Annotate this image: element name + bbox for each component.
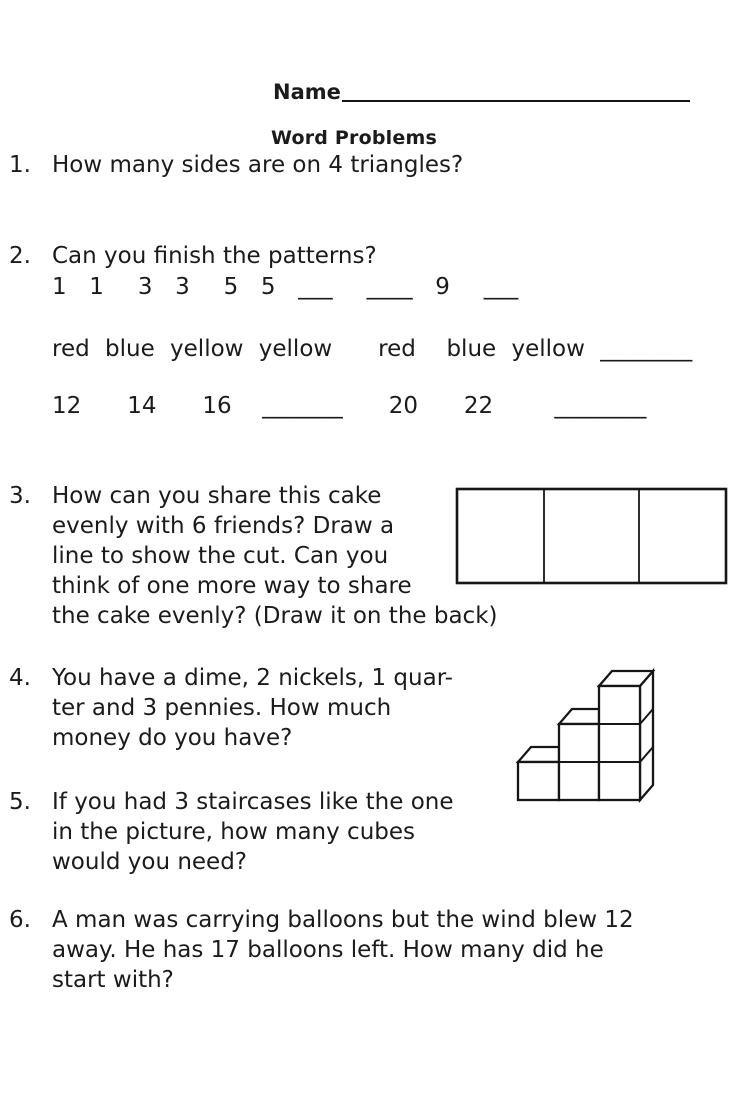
problem-2	[9, 241, 693, 419]
problem-3	[9, 481, 498, 631]
problem-text-line: money do you have?	[52, 725, 293, 751]
problem-text-line: start with?	[52, 967, 174, 993]
problem-4	[9, 663, 453, 753]
problem-text-line: You have a dime, 2 nickels, 1 quar-	[52, 665, 453, 691]
problem-number: 6.	[9, 907, 31, 933]
problem-text-line: think of one more way to share	[52, 573, 412, 599]
problem-1	[9, 150, 463, 180]
pattern-row-even-numbers: 12 14 16 _______ 20 22 ________	[52, 393, 647, 419]
pattern-row-odd-numbers: 1 1 3 3 5 5 ___ ____ 9 ___	[52, 274, 519, 300]
problem-text-line: ter and 3 pennies. How much	[52, 695, 392, 721]
problem-5	[9, 787, 454, 877]
name-label: Name	[273, 80, 341, 104]
problem-text-line: away. He has 17 balloons left. How many did he	[52, 937, 604, 963]
name-row	[273, 80, 690, 104]
problem-text-line: How many sides are on 4 triangles?	[52, 152, 464, 178]
problem-text-line: If you had 3 staircases like the one	[52, 789, 454, 815]
problem-text-line: would you need?	[52, 849, 248, 875]
problem-6	[9, 905, 634, 995]
problem-text-line: line to show the cut. Can you	[52, 543, 389, 569]
problem-number: 5.	[9, 789, 31, 815]
problem-number: 2.	[9, 243, 31, 269]
problem-number: 4.	[9, 665, 31, 691]
problem-number: 3.	[9, 483, 31, 509]
worksheet-title: Word Problems	[271, 127, 437, 149]
staircase-figure	[505, 655, 665, 811]
problem-text-line: evenly with 6 friends? Draw a	[52, 513, 395, 539]
problem-text-line: A man was carrying balloons but the wind blew 12	[52, 907, 634, 933]
name-blank-line	[342, 100, 690, 102]
problem-text-line: How can you share this cake	[52, 483, 382, 509]
problem-text-line: the cake evenly? (Draw it on the back)	[52, 603, 498, 629]
cake-figure	[455, 487, 729, 590]
problem-text-line: Can you finish the patterns?	[52, 243, 377, 269]
pattern-row-colors: red blue yellow yellow red blue yellow ________	[52, 336, 693, 362]
problem-text-line: in the picture, how many cubes	[52, 819, 416, 845]
problem-number: 1.	[9, 152, 31, 178]
